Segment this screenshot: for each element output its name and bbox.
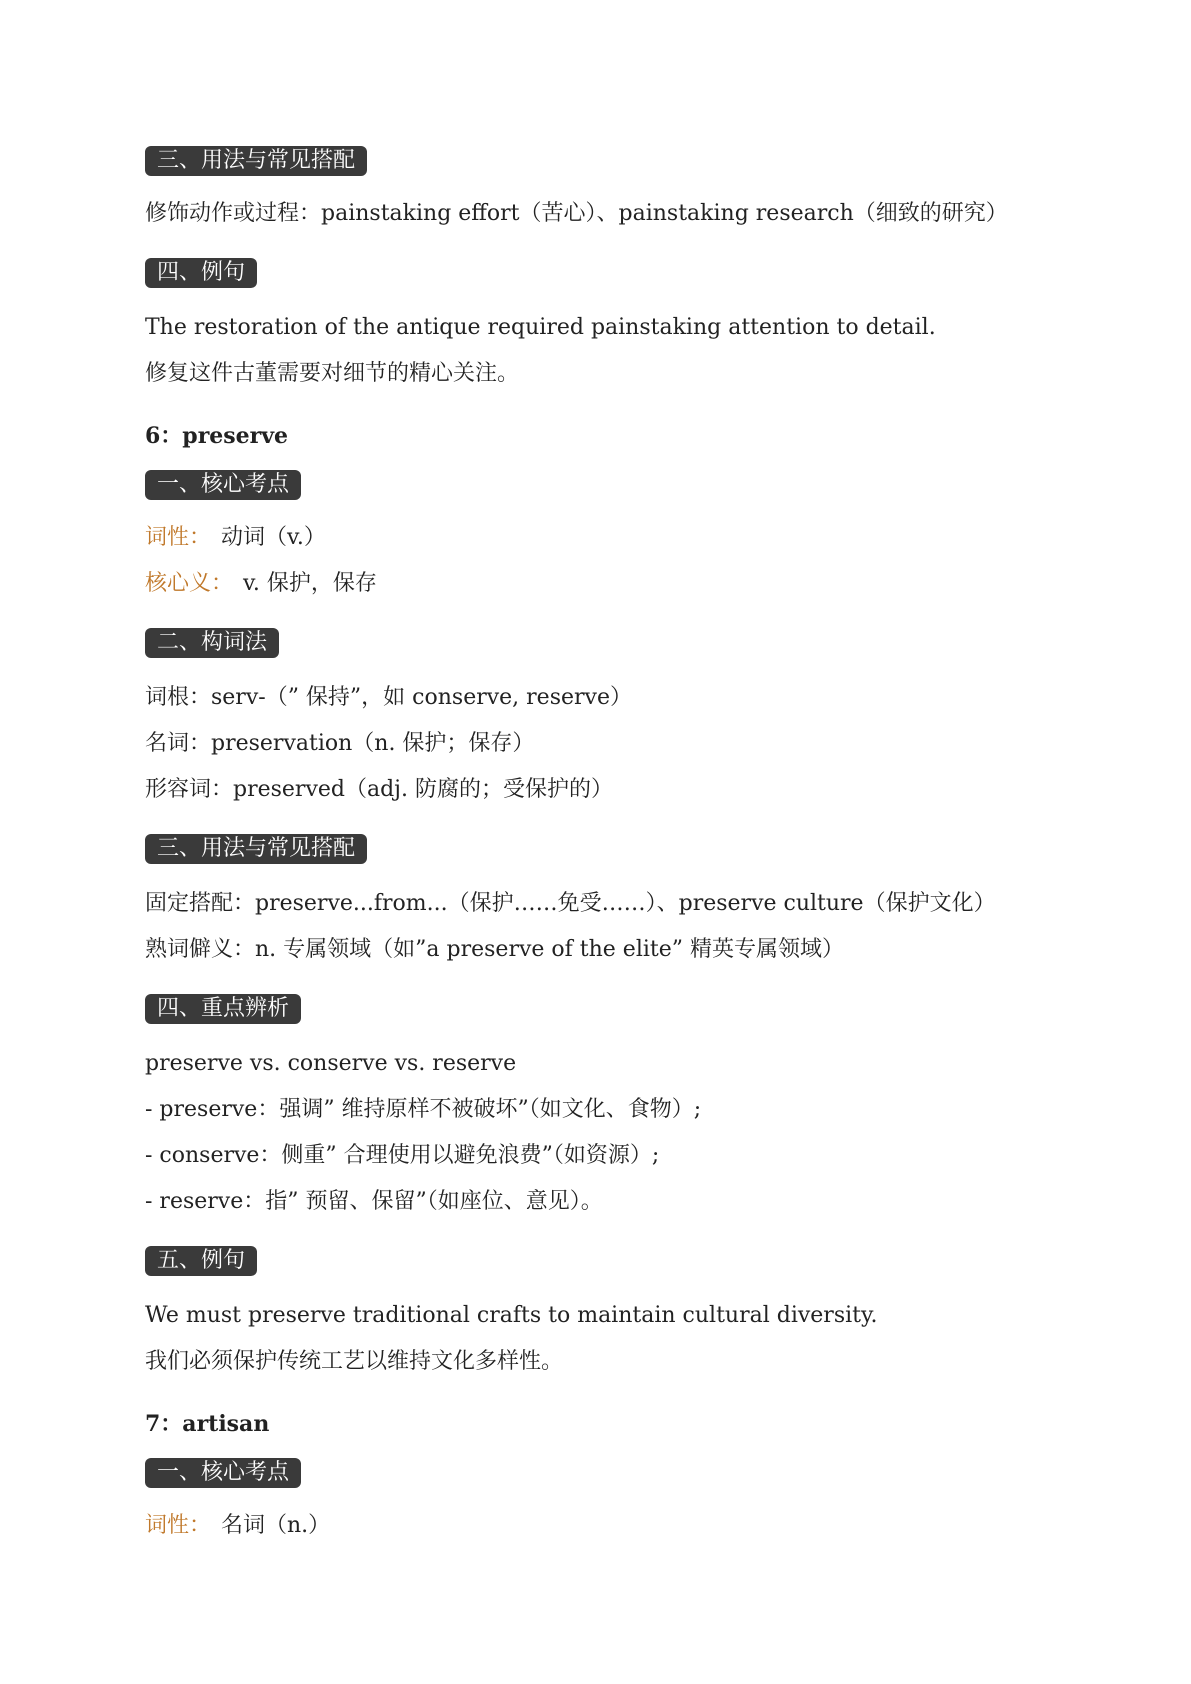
example-english-6: We must preserve traditional crafts to maintain cultural diversity. [145,1303,878,1328]
pos-line-6 [145,524,326,552]
adj-line: 形容词：preserved（adj. 防腐的；受保护的） [145,777,613,802]
formation-section-tag-6 [145,628,279,658]
diff-title-line: preserve vs. conserve vs. reserve [145,1051,517,1076]
section-tag: 四、例句 [145,258,257,288]
diff-section-tag-6 [145,994,301,1024]
section-tag: 三、用法与常见搭配 [145,146,367,176]
diff-preserve-line: - preserve：强调” 维持原样不被破坏”（如文化、食物）; [145,1097,702,1122]
diff-reserve-line: - reserve：指” 预留、保留”（如座位、意见）。 [145,1189,603,1214]
pos-value: 名词（n.） [221,1513,331,1538]
rare-meaning-line: 熟词僻义：n. 专属领域（如”a preserve of the elite” 精英专属领域） [145,937,844,962]
usage-text-a: 修饰动作或过程：painstaking effort（苦心）、painstaking research（细致的研究） [145,201,1008,226]
section-tag: 一、核心考点 [145,1458,301,1488]
section-tag: 二、构词法 [145,628,279,658]
usage-section-tag-6 [145,834,367,864]
diff-conserve-line: - conserve：侧重” 合理使用以避免浪费”（如资源）; [145,1143,660,1168]
example-chinese-a: 修复这件古董需要对细节的精心关注。 [145,361,520,386]
pos-label: 词性： [145,525,212,550]
meaning-line-6 [145,570,377,598]
word-heading-artisan: 7：artisan [145,1411,270,1437]
example-english-a: The restoration of the antique required painstaking attention to detail. [145,315,936,340]
noun-line: 名词：preservation（n. 保护；保存） [145,731,535,756]
word-heading-preserve: 6：preserve [145,423,289,449]
core-section-tag-7 [145,1458,301,1488]
root-line: 词根：serv-（” 保持”，如 conserve, reserve） [145,685,632,710]
section-tag: 五、例句 [145,1246,257,1276]
example-chinese-6: 我们必须保护传统工艺以维持文化多样性。 [145,1349,564,1374]
meaning-value: v. 保护，保存 [243,571,377,596]
example-section-tag-a [145,258,257,288]
section-tag: 一、核心考点 [145,470,301,500]
pos-value: 动词（v.） [221,525,326,550]
example-section-tag-6 [145,1246,257,1276]
section-tag: 三、用法与常见搭配 [145,834,367,864]
core-section-tag-6 [145,470,301,500]
meaning-label: 核心义： [145,571,234,596]
fixed-collocation-line: 固定搭配：preserve...from...（保护……免受……）、preserve culture（保护文化） [145,891,996,916]
usage-section-tag-a [145,146,367,176]
section-tag: 四、重点辨析 [145,994,301,1024]
pos-label: 词性： [145,1513,212,1538]
pos-line-7 [145,1512,330,1540]
